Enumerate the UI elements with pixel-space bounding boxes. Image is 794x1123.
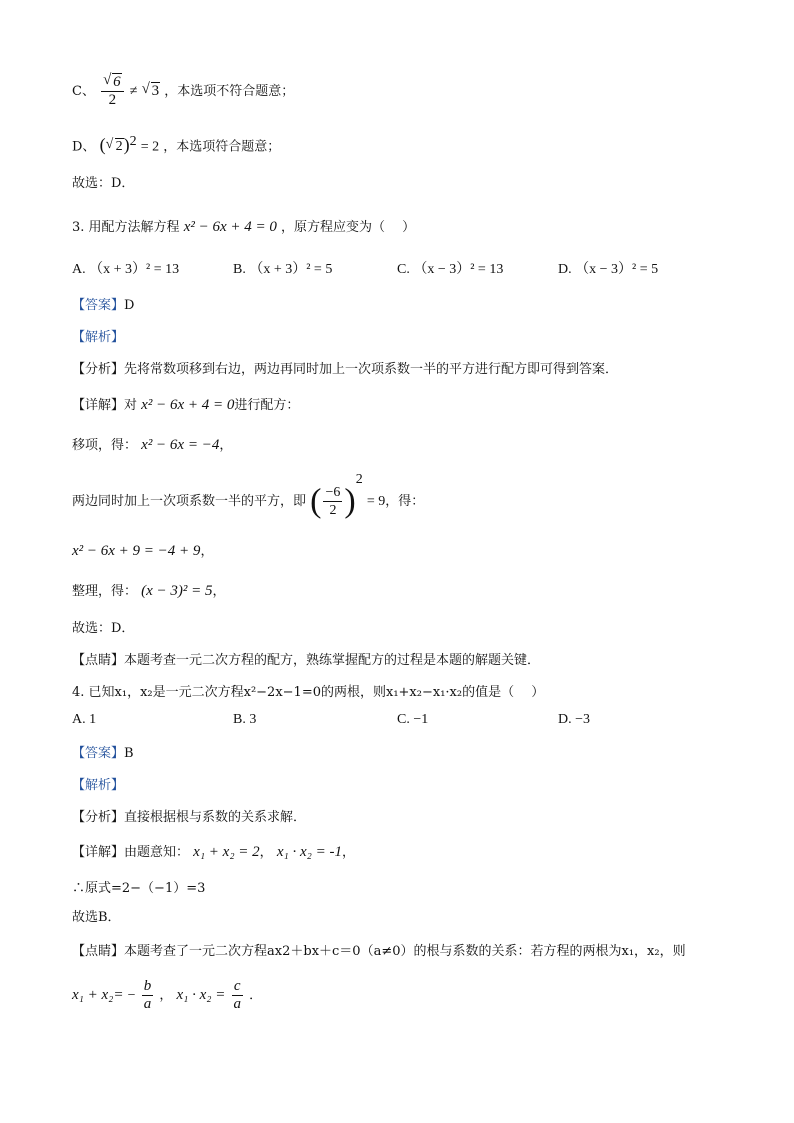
choice-q3: 故选：D． bbox=[72, 621, 135, 636]
comment: 【点睛】本题考查一元二次方程的配方，熟练掌握配方的过程是本题的解题关键． bbox=[72, 653, 541, 668]
answer: 【答案】B bbox=[72, 746, 134, 761]
option-d: D. （x − 3）² = 5 bbox=[558, 262, 659, 277]
step-3: x² − 6x + 9 = −4 + 9， bbox=[72, 543, 214, 559]
option-b: B. 3 bbox=[233, 712, 257, 727]
comment: 【点睛】本题考查了一元二次方程ax2＋bx＋c＝0（a≠0）的根与系数的关系：若方程的两根为x₁，x₂，则 bbox=[72, 944, 686, 959]
question-4-stem: 4. 已知x₁，x₂是一元二次方程x²−2x−1=0的两根，则x₁+x₂−x₁·x₂的值是（ ） bbox=[72, 685, 545, 700]
option-d: D. −3 bbox=[558, 712, 591, 727]
detail-intro: 【详解】对 x² − 6x + 4 = 0进行配方： bbox=[72, 397, 300, 413]
fenxi: 【分析】直接根据根与系数的关系求解． bbox=[72, 810, 307, 825]
formula: x₁ + x₂= − $\frac{b}{a}$ ， x₁ · x₂ = $\frac{c}{a}$ ． bbox=[72, 978, 263, 1012]
choice-q2: 故选：D． bbox=[72, 176, 135, 191]
choice-q4: 故选B． bbox=[72, 910, 121, 925]
option-a: A. 1 bbox=[72, 712, 97, 727]
fraction: √ 6 2 bbox=[101, 74, 124, 109]
answer: 【答案】D bbox=[72, 298, 135, 313]
step-2: 两边同时加上一次项系数一半的平方，即 ( $\frac{-6}{2}$ )$^2$ = 9，得： bbox=[72, 472, 425, 520]
option-c-analysis: C、 √ 6 2 ≠ √ 3 ，本选项不符合题意； bbox=[72, 72, 295, 108]
sqrt: √ 3 bbox=[141, 81, 160, 99]
fraction: $\frac{c}{a}$ bbox=[233, 978, 241, 1012]
fraction: $\frac{-6}{2}$ bbox=[325, 485, 341, 518]
step-4: 整理，得： (x − 3)² = 5， bbox=[72, 583, 226, 599]
detail: 【详解】由题意知： x₁ + x₂ = 2， x₁ · x₂ = -1， bbox=[72, 844, 355, 860]
option-b: B. （x + 3）² = 5 bbox=[233, 262, 333, 277]
analysis-heading: 【解析】 bbox=[72, 778, 125, 793]
fenxi: 【分析】先将常数项移到右边，两边再同时加上一次项系数一半的平方进行配方即可得到答案． bbox=[72, 362, 619, 377]
question-3-stem: 3. 用配方法解方程 x² − 6x + 4 = 0 ，原方程应变为（ ） bbox=[72, 219, 416, 235]
fraction: $\frac{b}{a}$ bbox=[143, 978, 152, 1012]
analysis-heading: 【解析】 bbox=[72, 330, 125, 345]
option-c: C. −1 bbox=[397, 712, 429, 727]
option-c: C. （x − 3）² = 13 bbox=[397, 262, 504, 277]
option-label: C、 bbox=[72, 84, 95, 99]
sqrt: √ 2 bbox=[105, 137, 123, 155]
result: ∴原式=2−（−1）=3 bbox=[72, 881, 206, 896]
option-d-analysis: D、 ( √ 2)$^2$ = 2 ，本选项符合题意； bbox=[72, 134, 281, 155]
option-a: A. （x + 3）² = 13 bbox=[72, 262, 180, 277]
step-1: 移项，得： x² − 6x = −4， bbox=[72, 437, 233, 453]
